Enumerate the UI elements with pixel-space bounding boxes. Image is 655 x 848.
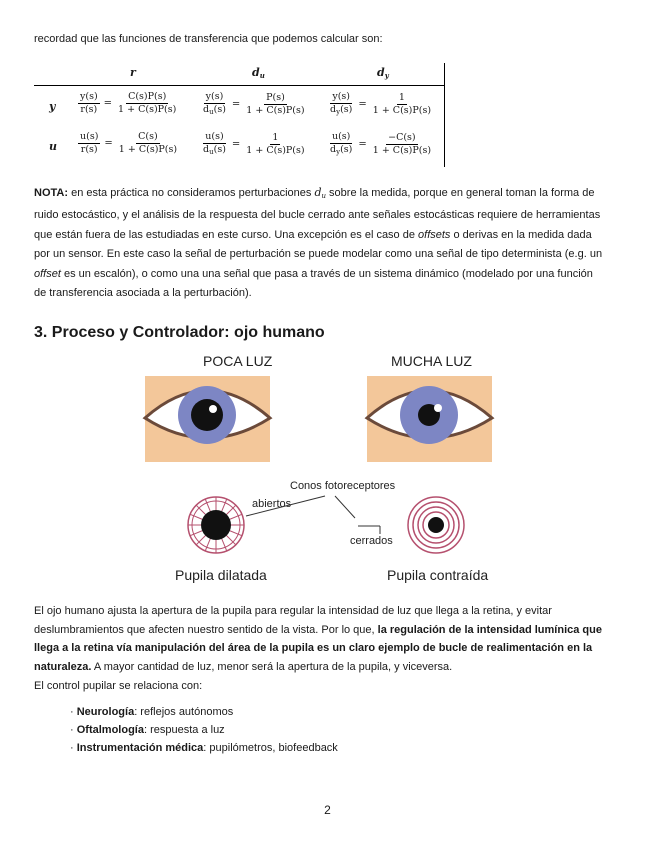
offsets-term: offsets xyxy=(418,228,451,241)
table-right-rule xyxy=(444,63,445,167)
body-paragraph-2: El control pupilar se relaciona con: xyxy=(34,680,203,692)
cone-spoke xyxy=(222,499,227,511)
col-header-r: r xyxy=(130,66,136,79)
cone-spoke xyxy=(205,499,210,511)
nota-label: NOTA: xyxy=(34,187,69,199)
cone-spoke xyxy=(222,539,227,551)
label-open: abiertos xyxy=(252,498,292,510)
row-label-u: u xyxy=(49,140,57,153)
col-header-dy: $d_y$ xyxy=(377,66,389,80)
page-number: 2 xyxy=(324,803,331,817)
label-cones: Conos fotoreceptores xyxy=(290,480,396,492)
tf-y-r: $\frac{y(s)}{r(s)}$ = $\frac{C(s)P(s)}{1 + C(s)P(s)}$ xyxy=(80,91,177,115)
dilated-pupil-diagram xyxy=(188,497,244,553)
pupil-left-dilated xyxy=(191,399,223,431)
label-high-light: MUCHA LUZ xyxy=(391,353,472,369)
cone-spoke xyxy=(190,514,202,519)
reflection-left xyxy=(209,405,217,413)
intro-text: recordad que las funciones de transferencia que podemos calcular son: xyxy=(34,33,383,45)
label-dilated: Pupila dilatada xyxy=(175,567,267,583)
body-paragraph-1: El ojo humano ajusta la apertura de la pupila para regular la intensidad de luz que llega a la retina, y evitar deslumbramientos que afecten nuestro sentido de la vista. Por lo que, la regulación de la intensidad lumínica que llega a la retina vía manipulación del área de la pupila es un claro ejemplo de bucle de realimentación en la naturaleza. A mayor cantidad de luz, menor será la apertura de la pupila, y viceversa. xyxy=(34,605,602,673)
section-title: 3. Proceso y Controlador: ojo humano xyxy=(34,324,325,341)
du-symbol: $d_u$ xyxy=(314,186,326,200)
col-header-du: $d_u$ xyxy=(252,66,265,80)
tf-u-du: $\frac{u(s)}{d_u(s)}$ = $\frac{1}{1 + C(s)P(s)}$ xyxy=(203,131,305,156)
cone-spoke xyxy=(205,539,210,551)
cones-arrow-right xyxy=(335,496,355,518)
cone-spoke xyxy=(190,531,202,536)
list-item: · Oftalmología: respuesta a luz xyxy=(70,723,225,736)
row-label-y: y xyxy=(49,100,56,113)
tf-u-dy: $\frac{u(s)}{d_y(s)}$ = $\frac{-C(s)}{1 + C(s)P(s)}$ xyxy=(330,131,432,156)
contracted-pupil-diagram xyxy=(408,497,464,553)
tf-y-du: $\frac{y(s)}{d_u(s)}$ = $\frac{P(s)}{1 + C(s)P(s)}$ xyxy=(203,91,305,116)
label-low-light: POCA LUZ xyxy=(203,353,273,369)
pupil-figure xyxy=(140,348,520,588)
bullet-list xyxy=(70,704,338,757)
body-emphasis: la regulación de la intensidad lumínica que llega a la retina vía manipulación del área de la pupila es un claro ejemplo de bucle de realimentación en la naturaleza. xyxy=(34,623,602,673)
offset-term: offset xyxy=(34,267,61,280)
list-item: · Neurología: reflejos autónomos xyxy=(70,706,234,718)
tf-u-r: $\frac{u(s)}{r(s)}$ = $\frac{C(s)}{1 + C(s)P(s)}$ xyxy=(80,131,178,155)
label-closed: cerrados xyxy=(350,535,393,547)
nota-paragraph: NOTA: en esta práctica no consideramos perturbaciones $d_u$ sobre la medida, porque en general toman la forma de ruido estocástico, y el análisis de la respuesta del bucle cerrado ante señales estocásticas requiere de herramientas que están fuera de las estudiadas en este curso. Una excepción es el caso de offsets o derivas en la medida dada por un sensor. En este caso la señal de perturbación se puede modelar como una señal de tipo determinista (e.g. un offset es un escalón), o como una una señal que pasa a través de un sistema dinámico (modelado por una función de transferencia asociada a la perturbación). xyxy=(34,186,603,300)
cone-spoke xyxy=(230,531,242,536)
transfer-function-table xyxy=(34,63,446,167)
label-contracted: Pupila contraída xyxy=(387,567,489,583)
list-item: · Instrumentación médica: pupilómetros, biofeedback xyxy=(70,741,338,754)
tf-y-dy: $\frac{y(s)}{d_y(s)}$ = $\frac{1}{1 + C(s)P(s)}$ xyxy=(330,91,432,116)
cone-spoke xyxy=(230,514,242,519)
reflection-right xyxy=(434,404,442,412)
table-header-rule xyxy=(34,85,444,86)
